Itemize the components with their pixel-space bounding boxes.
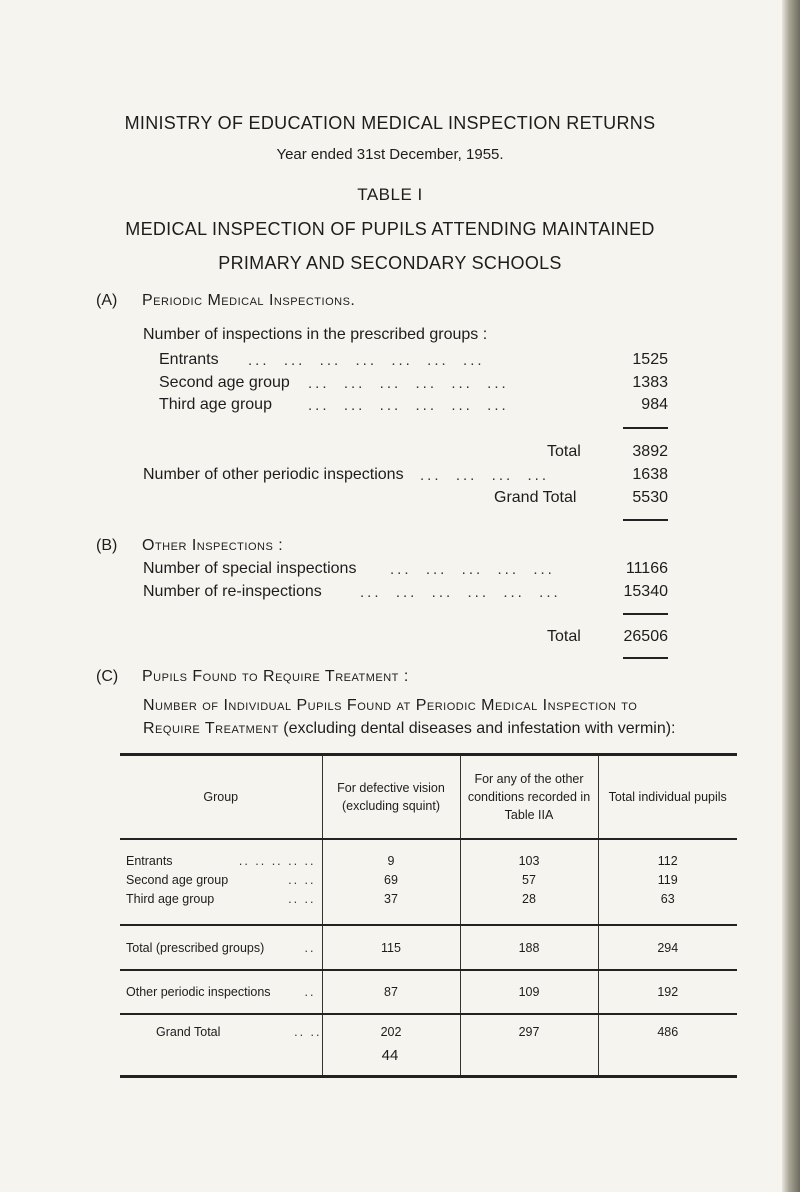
section-c-letter: (C): [96, 668, 119, 685]
row-label: Third age group .. ..: [120, 889, 322, 925]
subtitle-line-1: MEDICAL INSPECTION OF PUPILS ATTENDING MAINTAINED: [125, 219, 655, 239]
second-age-label: Second age group: [159, 374, 290, 391]
other-periodic-value: 1638: [632, 466, 668, 483]
section-a-letter: (A): [96, 292, 118, 309]
sum-rule: [623, 427, 668, 429]
cell-other: 57: [460, 870, 598, 889]
column-header-total: Total individual pupils: [598, 755, 737, 840]
treatment-table: [120, 753, 737, 1078]
re-inspections-value: 15340: [623, 583, 668, 600]
subtitle-line-2: PRIMARY AND SECONDARY SCHOOLS: [218, 253, 562, 273]
cell-other: 188: [460, 925, 598, 970]
entrants-label: Entrants: [159, 351, 219, 368]
cell-vision: 202: [322, 1014, 460, 1076]
re-inspections-label: Number of re-inspections: [143, 583, 322, 600]
cell-total: 486: [598, 1014, 737, 1076]
table-row: [120, 889, 737, 925]
cell-vision: 69: [322, 870, 460, 889]
sum-rule: [623, 613, 668, 615]
section-a-intro: Number of inspections in the prescribed groups :: [143, 326, 488, 343]
other-periodic-label: Number of other periodic inspections: [143, 466, 404, 483]
cell-total: 112: [598, 839, 737, 870]
sum-rule: [623, 657, 668, 659]
cell-vision: 37: [322, 889, 460, 925]
table-header-row: [120, 755, 737, 840]
special-inspections-label: Number of special inspections: [143, 560, 357, 577]
scanned-page-edge: [782, 0, 800, 1192]
table-row-total: [120, 925, 737, 970]
cell-other: 28: [460, 889, 598, 925]
cell-vision: 9: [322, 839, 460, 870]
cell-vision: 115: [322, 925, 460, 970]
row-label: Entrants .. .. .. .. ..: [126, 854, 316, 868]
row-label: Second age group .. ..: [126, 872, 316, 887]
table-row-other: [120, 970, 737, 1014]
total-value-b: 26506: [623, 628, 668, 645]
page-number: 44: [381, 1047, 399, 1064]
paragraph-emphasis: Require Treatment: [143, 720, 279, 737]
section-c-heading: Pupils Found to Require Treatment :: [142, 668, 409, 685]
column-header-vision: For defective vision (excluding squint): [322, 755, 460, 840]
grand-total-value-a: 5530: [632, 489, 668, 506]
sum-rule: [623, 519, 668, 521]
cell-total: 119: [598, 870, 737, 889]
total-value-a: 3892: [632, 443, 668, 460]
grand-total-label-a: Grand Total: [494, 489, 577, 506]
entrants-value: 1525: [632, 351, 668, 368]
cell-other: 103: [460, 839, 598, 870]
cell-total: 192: [598, 970, 737, 1014]
row-label: Total (prescribed groups) ..: [120, 925, 322, 970]
document-title: MINISTRY OF EDUCATION MEDICAL INSPECTION RETURNS: [124, 113, 656, 133]
column-header-other: For any of the other conditions recorded in Table IIA: [460, 755, 598, 840]
cell-other: 109: [460, 970, 598, 1014]
row-label: Grand Total .. ..: [156, 1025, 322, 1039]
paragraph-rest: (excluding dental diseases and infestation with vermin):: [278, 720, 676, 737]
table-row-grand: [120, 1014, 737, 1076]
year-line: Year ended 31st December, 1955.: [276, 146, 504, 163]
total-label-a: Total: [547, 443, 581, 460]
leader-dots: ... ... ... ... ... ...: [308, 397, 509, 414]
total-label-b: Total: [547, 628, 581, 645]
leader-dots: ... ... ... ...: [420, 467, 550, 484]
cell-other: 297: [460, 1014, 598, 1076]
third-age-label: Third age group: [159, 396, 272, 413]
section-b-letter: (B): [96, 537, 118, 554]
leader-dots: ... ... ... ... ...: [390, 561, 555, 578]
section-c-paragraph-line-1: Number of Individual Pupils Found at Periodic Medical Inspection to: [143, 697, 638, 714]
cell-total: 294: [598, 925, 737, 970]
row-label: Other periodic inspections ..: [120, 970, 322, 1014]
column-header-group: Group: [120, 755, 322, 840]
second-age-value: 1383: [632, 374, 668, 391]
special-inspections-value: 11166: [625, 560, 668, 577]
section-c-paragraph-line-2: [143, 720, 676, 738]
cell-vision: 87: [322, 970, 460, 1014]
leader-dots: ... ... ... ... ... ...: [308, 375, 509, 392]
third-age-value: 984: [641, 396, 668, 413]
leader-dots: ... ... ... ... ... ... ...: [248, 352, 485, 369]
table-label: TABLE I: [357, 185, 423, 204]
table-row: [120, 839, 737, 870]
leader-dots: ... ... ... ... ... ...: [360, 584, 561, 601]
cell-total: 63: [598, 889, 737, 925]
section-b-heading: Other Inspections :: [142, 537, 284, 554]
table-row: [120, 870, 737, 889]
section-a-heading: Periodic Medical Inspections.: [142, 292, 356, 309]
